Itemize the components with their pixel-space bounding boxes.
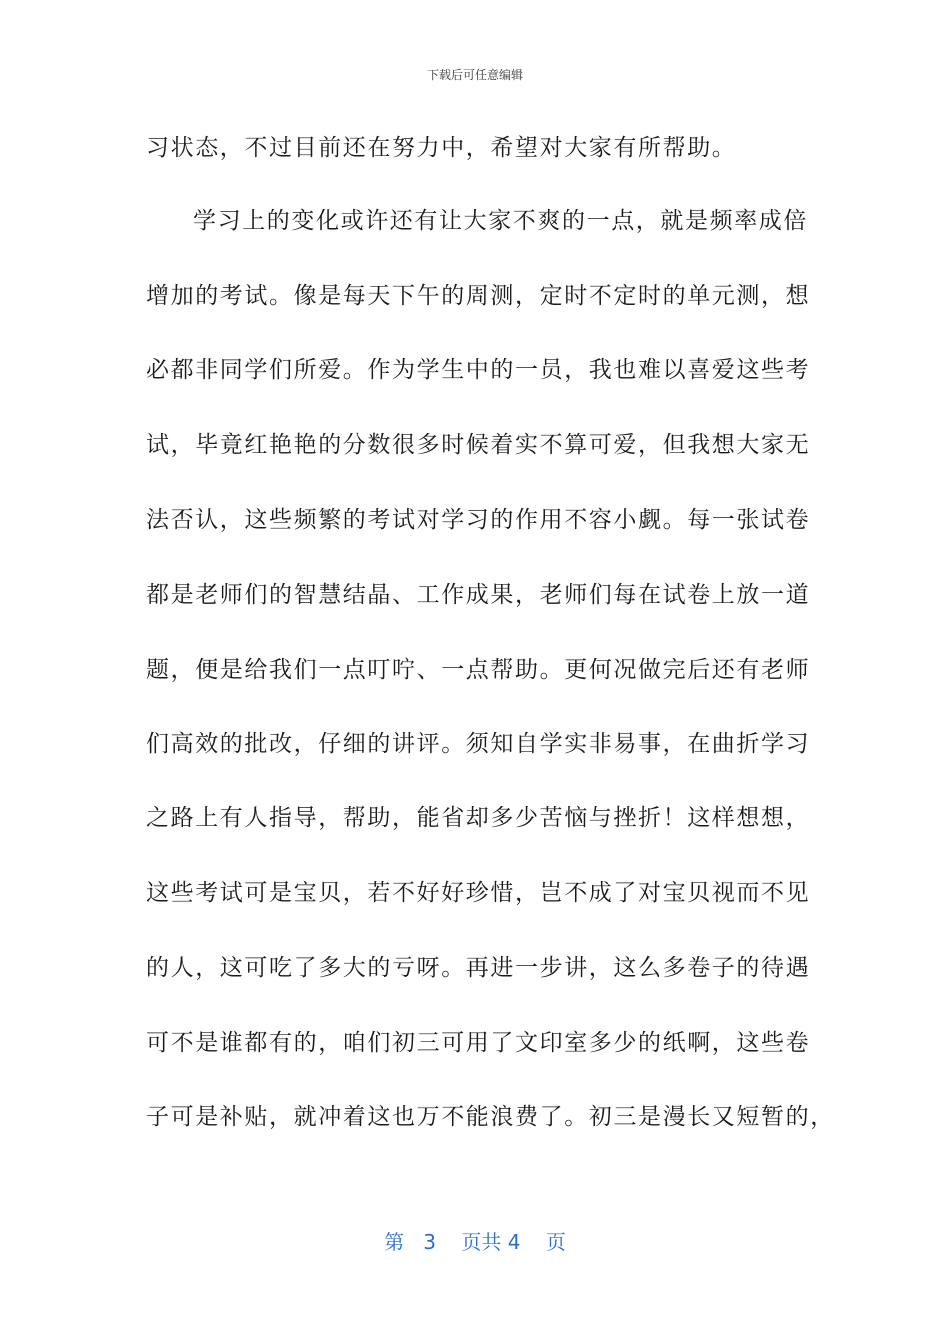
footer-prefix: 第 — [384, 1230, 405, 1254]
text-line: 法否认，这些频繁的考试对学习的作用不容小觑。每一张试卷 — [146, 507, 811, 533]
page-footer — [0, 1226, 950, 1255]
text-line: 可不是谁都有的，咱们初三可用了文印室多少的纸啊，这些卷 — [146, 1030, 811, 1056]
footer-middle: 页共 — [461, 1230, 502, 1254]
text-line: 子可是补贴，就冲着这也万不能浪费了。初三是漫长又短暂的， — [146, 1104, 835, 1130]
text-line: 增加的考试。像是每天下午的周测，定时不定时的单元测，想 — [146, 283, 811, 309]
text-line: 题，便是给我们一点叮咛、一点帮助。更何况做完后还有老师 — [146, 657, 811, 683]
text-line: 之路上有人指导，帮助，能省却多少苦恼与挫折！这样想想， — [146, 805, 811, 831]
text-line: 都是老师们的智慧结晶、工作成果，老师们每在试卷上放一道 — [146, 582, 811, 608]
text-line: 必都非同学们所爱。作为学生中的一员，我也难以喜爱这些考 — [146, 357, 811, 383]
current-page-number: 3 — [423, 1230, 436, 1254]
text-line: 试，毕竟红艳艳的分数很多时候着实不算可爱，但我想大家无 — [146, 432, 811, 458]
page-header: 下载后可任意编辑 — [426, 68, 523, 82]
footer-suffix: 页 — [545, 1230, 566, 1254]
text-line: 们高效的批改，仔细的讲评。须知自学实非易事，在曲折学习 — [146, 731, 811, 757]
paragraph-start-line: 学习上的变化或许还有让大家不爽的一点，就是频率成倍 — [193, 208, 808, 234]
total-pages-number: 4 — [507, 1230, 521, 1254]
text-line: 这些考试可是宝贝，若不好好珍惜，岂不成了对宝贝视而不见 — [146, 880, 811, 906]
text-line: 习状态，不过目前还在努力中，希望对大家有所帮助。 — [146, 135, 737, 161]
text-line: 的人，这可吃了多大的亏呀。再进一步讲，这么多卷子的待遇 — [146, 955, 811, 981]
